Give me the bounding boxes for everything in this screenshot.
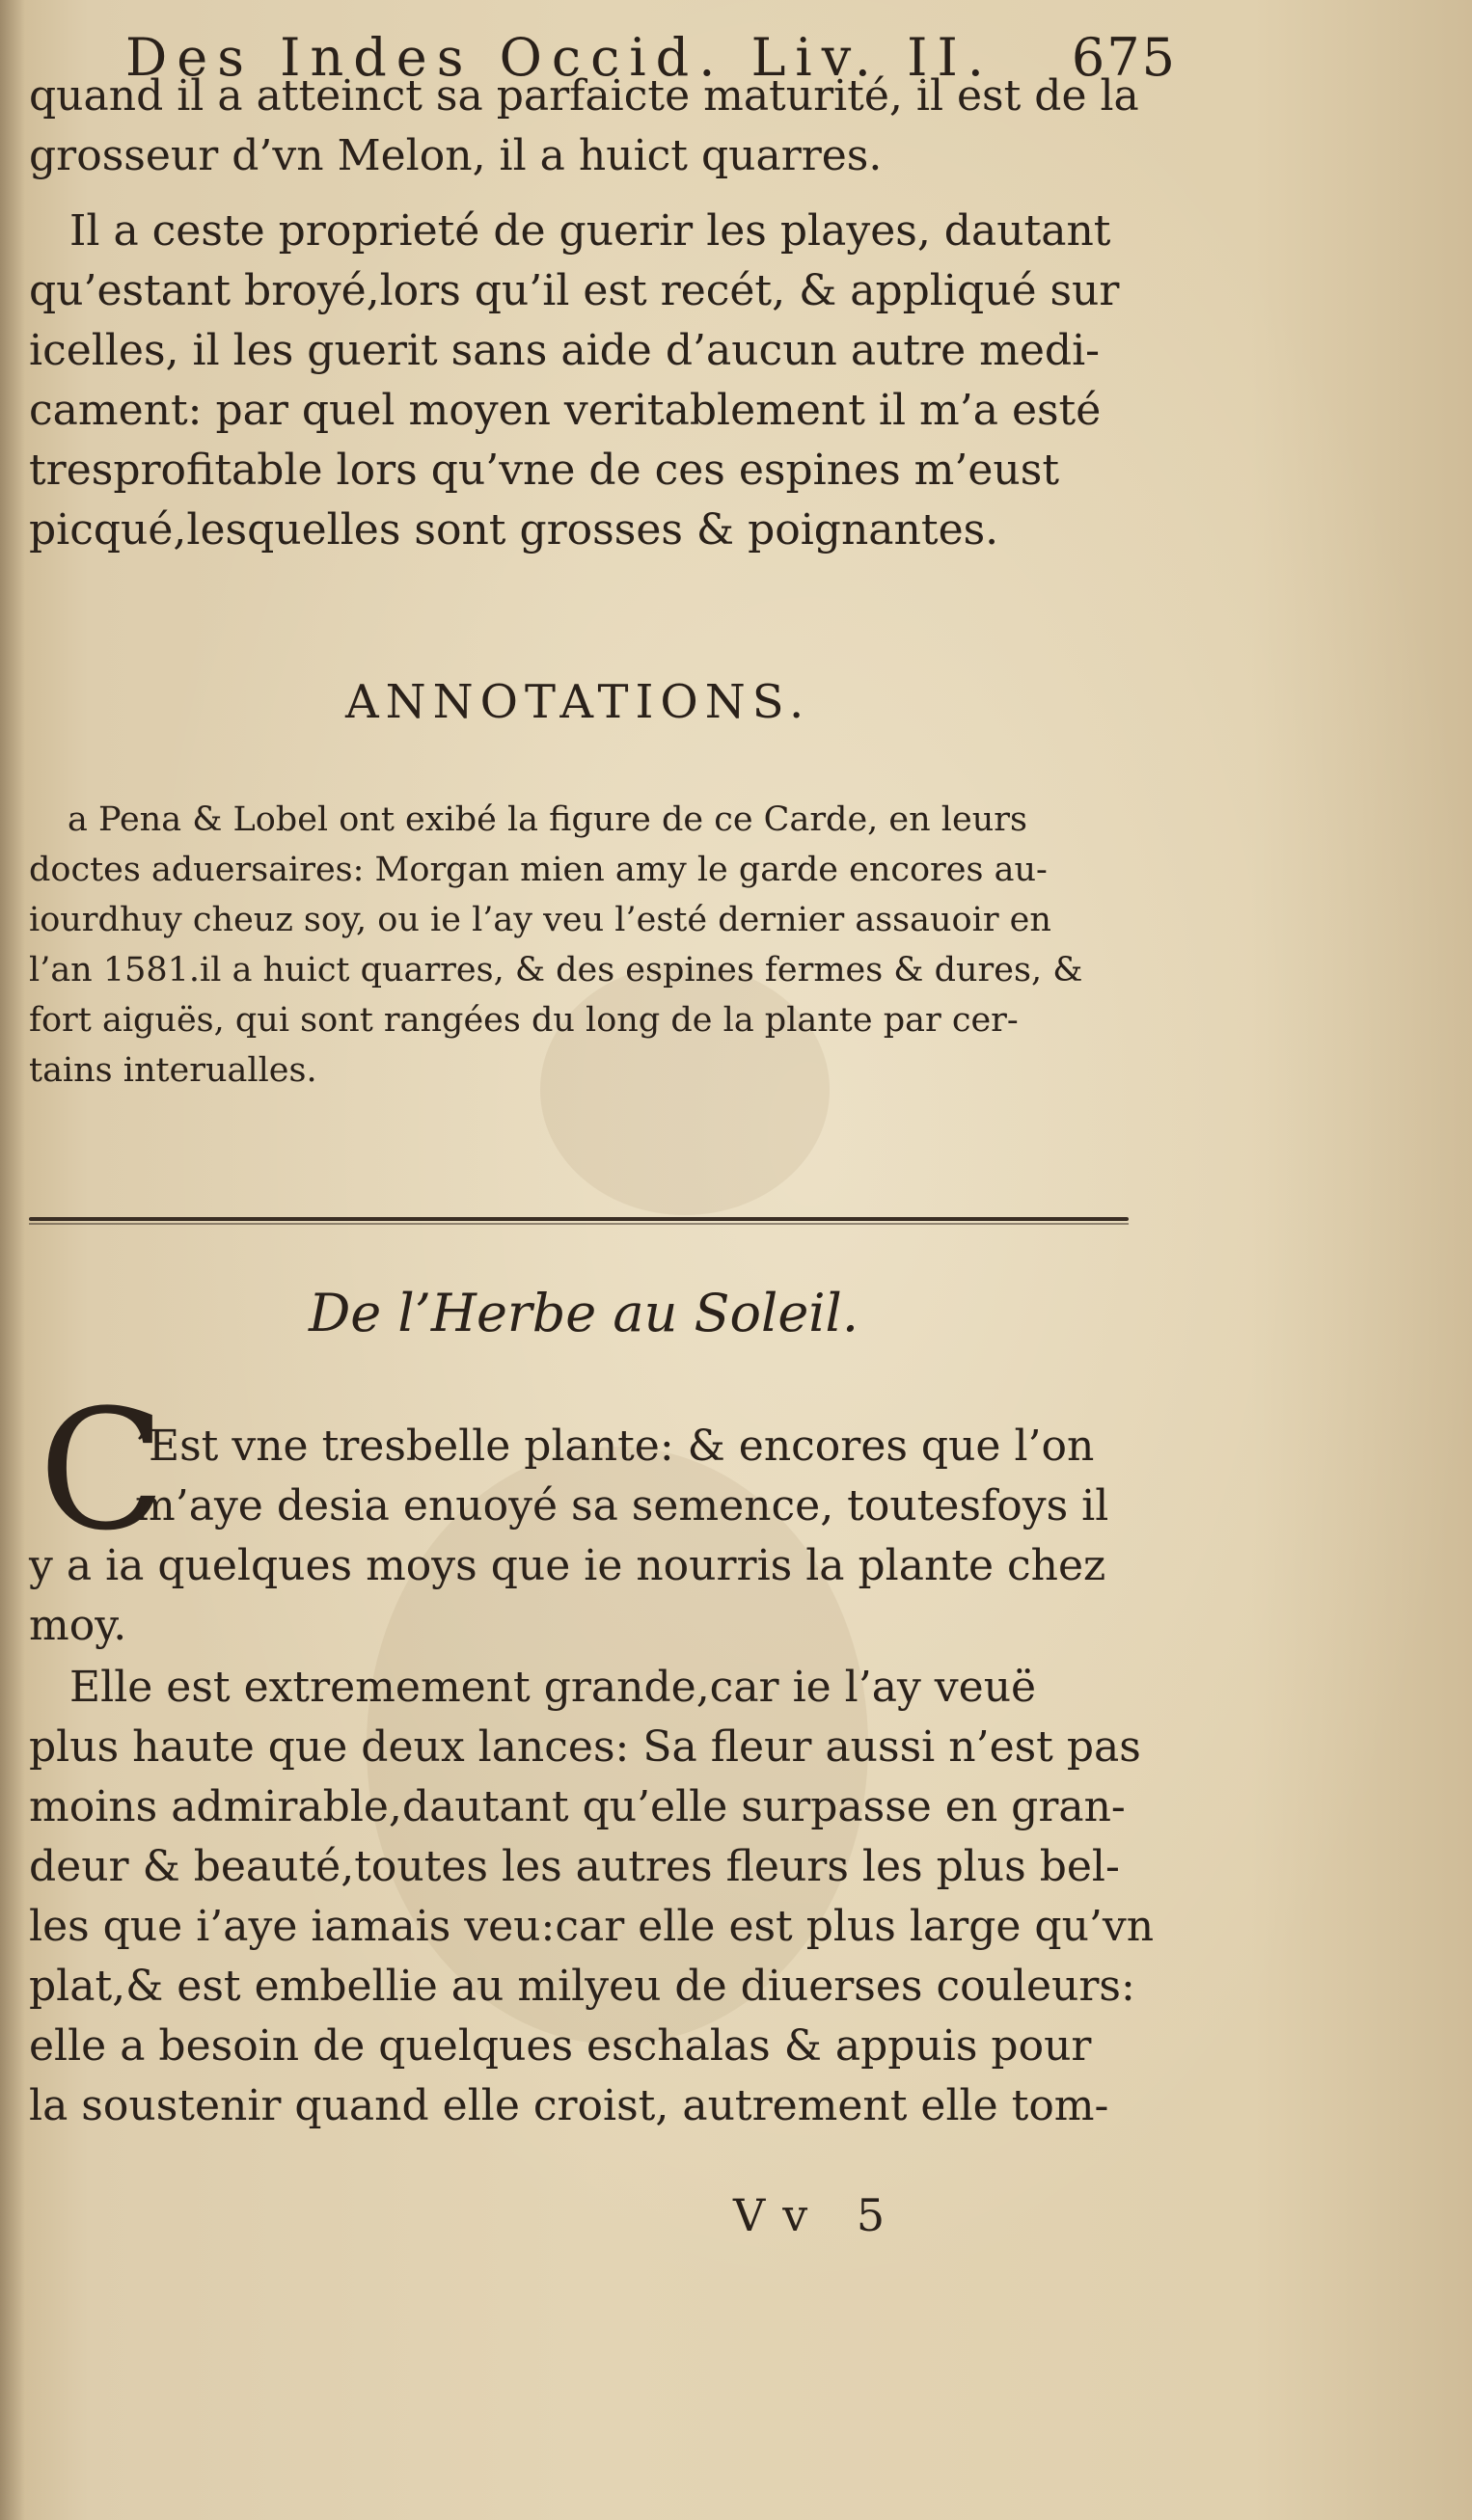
text-line: elle a besoin de quelques eschalas & appuis pour	[29, 2021, 1092, 2071]
annotation-line: fort aiguës, qui sont rangées du long de la plante par cer-	[29, 1001, 1019, 1040]
annotation-line: a Pena & Lobel ont exibé la figure de ce Carde, en leurs	[68, 800, 1027, 839]
text-line: ’Est vne tresbelle plante: & encores que l’on	[135, 1422, 1095, 1471]
text-line: icelles, il les guerit sans aide d’aucun autre medi-	[29, 326, 1101, 375]
text-line: y a ia quelques moys que ie nourris la plante chez	[29, 1541, 1106, 1590]
annotations-block	[29, 791, 1148, 1119]
text-line: tresprofitable lors qu’vne de ces espines m’eust	[29, 446, 1060, 495]
text-line: la soustenir quand elle croist, autrement elle tom-	[29, 2081, 1109, 2130]
section-divider-rule-thin	[29, 1223, 1129, 1225]
text-line: Il a ceste proprieté de guerir les playes, dautant	[69, 206, 1111, 256]
text-line: picqué,lesquelles sont grosses & poignantes.	[29, 505, 999, 555]
page-gutter-shadow	[0, 0, 25, 2520]
page-number: 675	[1071, 27, 1177, 88]
text-line: les que i’aye iamais veu:car elle est plus large qu’vn	[29, 1902, 1155, 1951]
text-line: grosseur d’vn Melon, il a huict quarres.	[29, 131, 883, 180]
annotations-heading: ANNOTATIONS.	[345, 675, 811, 729]
text-line: deur & beauté,toutes les autres fleurs les plus bel-	[29, 1842, 1120, 1891]
text-line: moy.	[29, 1601, 127, 1650]
annotation-line: tains interualles.	[29, 1051, 317, 1090]
drop-cap: C	[39, 1373, 166, 1567]
text-line: moins admirable,dautant qu’elle surpasse en gran-	[29, 1782, 1126, 1831]
paragraph-2	[29, 203, 1148, 588]
annotation-line: doctes aduersaires: Morgan mien amy le garde encores au-	[29, 851, 1048, 889]
signature-mark: Vv 5	[733, 2189, 903, 2241]
annotation-line: iourdhuy cheuz soy, ou ie l’ay veu l’esté dernier assauoir en	[29, 901, 1051, 939]
paragraph-1	[29, 68, 1148, 193]
section-title: De l’Herbe au Soleil.	[309, 1283, 859, 1343]
annotation-line: l’an 1581.il a huict quarres, & des espines fermes & dures, &	[29, 951, 1083, 989]
text-line: quand il a atteinct sa parfaicte maturité, il est de la	[29, 71, 1139, 121]
section-paragraph-1	[29, 1418, 1148, 1668]
text-line: plat,& est embellie au milyeu de diuerses couleurs:	[29, 1962, 1135, 2011]
text-line: plus haute que deux lances: Sa fleur aussi n’est pas	[29, 1722, 1141, 1772]
text-line: cament: par quel moyen veritablement il m’a esté	[29, 386, 1102, 435]
text-line: m’aye desia enuoyé sa semence, toutesfoys il	[135, 1481, 1109, 1531]
section-divider-rule	[29, 1217, 1129, 1221]
section-paragraph-2	[29, 1659, 1155, 2160]
text-line: qu’estant broyé,lors qu’il est recét, & appliqué sur	[29, 266, 1120, 315]
running-head-title: Des Indes Occid. Liv. II.	[125, 27, 994, 88]
text-line: Elle est extremement grande,car ie l’ay veuë	[69, 1663, 1037, 1712]
